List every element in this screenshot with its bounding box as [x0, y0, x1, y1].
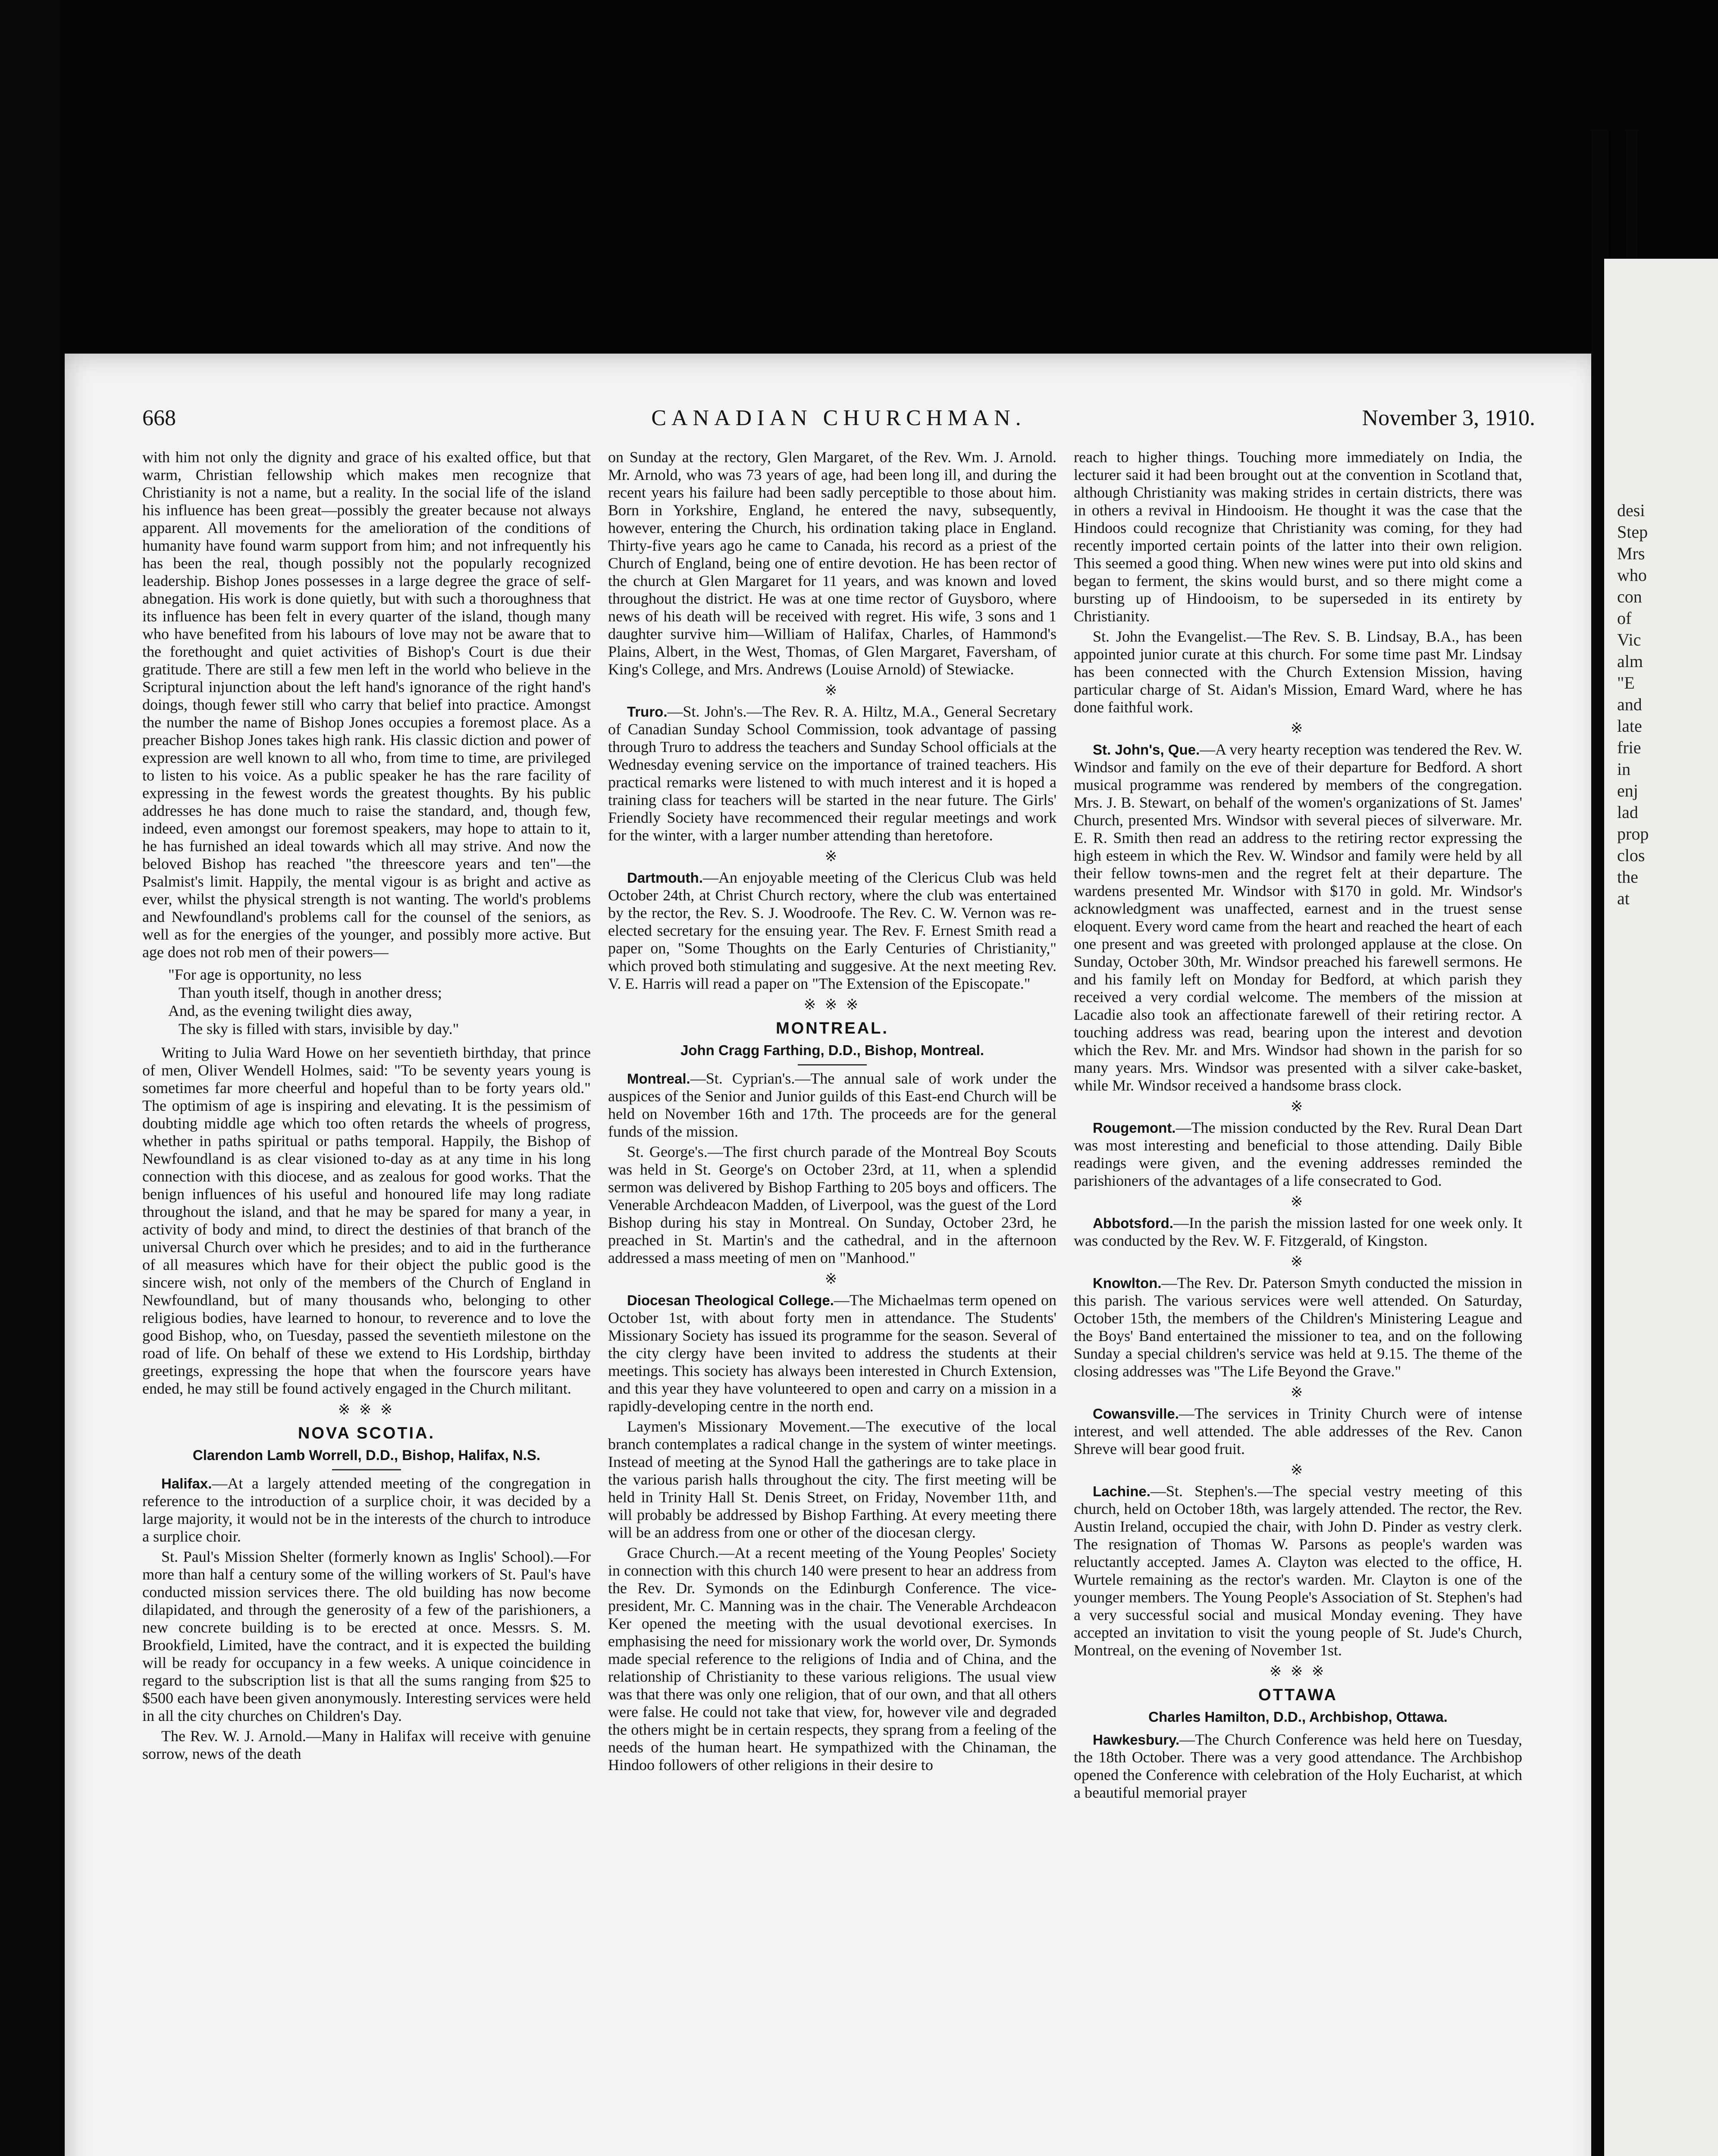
paragraph: Writing to Julia Ward Howe on her seventieth birthday, that prince of men, Oliver Wendell Holmes, said: "To be seventy years young is sometimes far more cheerful and hopeful than to be forty years old." The optimism of age is inspiring and elevating. It is the pessimism of doubting middle age which too often retards the wheels of progress, whether in paths spiritual or paths temporal. Happily, the Bishop of Newfoundland is as clear visioned to-day as at any time in his long connection with this diocese, and as zealous for good works. That the benign influences of his useful and honoured life may long radiate throughout the island, and that he may be spared for many a year, in activity of body and mind, to direct the destinies of that branch of the universal Church over which he presides; and to aid in the furtherance of all measures which have for their object the public good is the sincere wish, not only of the members of the Church of England in Newfoundland, but of many thousands who, belonging to other religious bodies, have learned to honour, to reverence and to love the good Bishop, who, on Tuesday, passed the seventieth milestone on the road of life. On behalf of these we extend to His Lordship, birthday greetings, expressing the hope that when the fourscore years have ended, he may still be found actively engaged in the Church militant. — [142, 1044, 591, 1397]
paragraph: reach to higher things. Touching more immediately on India, the lecturer said it had been brought out at the convention in Scotland that, although Christianity was making strides in certain districts, there was in others a revival in Hindooism. He thought it was the case that the Hindoos could recognize that Christianity was coming, for they had recently imported certain points of the latter into their own religion. This seemed a good thing. When new wines were put into old skins and began to ferment, the skins would burst, and so there might come a bursting up of Hindooism, to be superseded in its entirety by Christianity. — [1074, 448, 1522, 625]
place-heading: Abbotsford. — [1093, 1215, 1173, 1231]
adjacent-page-fragment — [1604, 259, 1718, 2156]
adjacent-page-word: late — [1617, 716, 1642, 736]
place-heading: Hawkesbury. — [1093, 1732, 1180, 1748]
paragraph: St. John the Evangelist.—The Rev. S. B. Lindsay, B.A., has been appointed junior curate at this church. For some time past Mr. Lindsay has been connected with the Church Extension Mission, having particular charge of St. Aidan's Mission, Emard Ward, where he has done faithful work. — [1074, 628, 1522, 716]
section-separator: ※ ※ ※ — [803, 997, 861, 1013]
place-heading: Lachine. — [1093, 1483, 1151, 1499]
section-separator: ※ ※ ※ — [1269, 1664, 1327, 1680]
column-1 — [142, 448, 591, 1765]
news-text: —The mission conducted by the Rev. Rural Dean Dart was most interesting and beneficial to those attending. Daily Bible readings were given, and the evening addresses reminded the parishioners of the advantages of a life consecrated to God. — [1074, 1119, 1522, 1189]
adjacent-page-word: Step — [1617, 522, 1648, 542]
news-item — [1074, 1731, 1522, 1802]
adjacent-page-word: lad — [1617, 802, 1638, 822]
column-2 — [608, 448, 1057, 1777]
poem-line: The sky is filled with stars, invisible by day." — [179, 1020, 459, 1037]
adjacent-page-word: at — [1617, 889, 1630, 908]
adjacent-page-word: "E — [1617, 673, 1635, 693]
news-item — [608, 869, 1057, 993]
adjacent-page-word: prop — [1617, 824, 1649, 843]
news-text: —St. John's.—The Rev. R. A. Hiltz, M.A., General Secretary of Canadian Sunday School Commission, took advantage of passing through Truro to address the teachers and Sunday School officials at the Wednesday evening service on the importance of trained teachers. His practical remarks were listened to with much interest and it is hoped a training class for teachers will be started in the near future. The Girls' Friendly Society have recommenced their regular meetings and work for the winter, with a larger number attending than heretofore. — [608, 703, 1057, 844]
news-text: —The Church Conference was held here on Tuesday, the 18th October. There was a very good attendance. The Archbishop opened the Conference with celebration of the Holy Eucharist, at which a beautiful memorial prayer — [1074, 1731, 1522, 1801]
adjacent-page-word: Mrs — [1617, 544, 1645, 563]
poem-line: Than youth itself, though in another dress; — [179, 984, 442, 1001]
adjacent-page-word: of — [1617, 608, 1632, 628]
scan-border — [0, 0, 60, 2156]
page-header — [142, 405, 1535, 440]
adjacent-page-word: clos — [1617, 846, 1645, 865]
news-item — [1074, 1214, 1522, 1250]
adjacent-page-word: and — [1617, 695, 1642, 714]
adjacent-page-word: Vic — [1617, 630, 1641, 649]
item-separator: ※ — [1290, 721, 1306, 736]
item-separator: ※ — [1290, 1385, 1306, 1401]
item-separator: ※ — [1290, 1254, 1306, 1270]
paragraph: Laymen's Missionary Movement.—The executive of the local branch contemplates a radical change in the system of winter meetings. Instead of meeting at the Synod Hall the gatherings are to take place in the various parish halls throughout the city. The first meeting will be held in Trinity Hall St. Denis Street, on Friday, November 11th, and will probably be addressed by Bishop Farthing. At every meeting there will be an address from one or other of the diocesan clergy. — [608, 1418, 1057, 1541]
bishop-byline: John Cragg Farthing, D.D., Bishop, Montreal. — [680, 1042, 984, 1058]
poem-quote — [168, 965, 591, 1038]
paragraph: Grace Church.—At a recent meeting of the Young Peoples' Society in connection with this church 140 were present to hear an address from the Rev. Dr. Symonds on the Edinburgh Conference. The vice-president, Mr. C. Manning was in the chair. The Venerable Archdeacon Ker opened the meeting with the usual devotional exercises. In emphasising the need for missionary work the world over, Dr. Symonds made special reference to the religions of India and of China, and the relationship of Christianity to these various religions. The usual view was that there was only one religion, that of our own, and that all others were false. He could not take that view, for, however vile and degraded the others might be in certain respects, they sprang from a feeling of the needs of the human heart. He sympathized with the Chinaman, the Hindoo followers of other religions in their desire to — [608, 1544, 1057, 1774]
paragraph: The Rev. W. J. Arnold.—Many in Halifax will receive with genuine sorrow, news of the death — [142, 1727, 591, 1762]
newspaper-page — [65, 354, 1600, 2156]
adjacent-page-word: who — [1617, 565, 1647, 585]
place-heading: Cowansville. — [1093, 1406, 1179, 1422]
place-heading: St. John's, Que. — [1093, 742, 1200, 758]
adjacent-page-word: enj — [1617, 781, 1638, 800]
place-heading: Knowlton. — [1093, 1275, 1162, 1291]
news-text: —An enjoyable meeting of the Clericus Club was held October 24th, at Christ Church rectory, where the club was entertained by the rector, the Rev. S. J. Woodroofe. The Rev. C. W. Vernon was re-elected secretary for the ensuing year. The Rev. F. Ernest Smith read a paper on, "Some Thoughts on the Early Centuries of Christianity," which proved both stimulating and suggesive. At the next meeting Rev. V. E. Harris will read a paper on "The Extension of the Episcopate." — [608, 869, 1057, 992]
news-item — [1074, 1119, 1522, 1190]
paragraph: St. Paul's Mission Shelter (formerly known as Inglis' School).—For more than half a century some of the willing workers of St. Paul's have conducted mission services there. The old building has now become dilapidated, and through the generosity of a few of the parishioners, a new concrete building is to be erected at once. Messrs. S. M. Brookfield, Limited, have the contract, and it is expected the building will be ready for occupancy in a few weeks. A unique coincidence in regard to the subscription list is that all the sums ranging from $25 to $500 each have been given anonymously. Interesting services were held in all the city churches on Children's Day. — [142, 1548, 591, 1724]
news-item — [1074, 741, 1522, 1094]
news-text: —The Michaelmas term opened on October 1st, with about forty men in attendance. The Students' Missionary Society has issued its programme for the season. Several of the city clergy have been invited to address the students at their meetings. This society has always been interested in Church Extension, and this year they have volunteered to open and carry on a mission in a rapidly-developing centre in the north end. — [608, 1291, 1057, 1415]
section-heading: OTTAWA — [1258, 1686, 1338, 1704]
section-heading: MONTREAL. — [776, 1019, 889, 1037]
news-text: —At a largely attended meeting of the congregation in reference to the introduction of a surplice choir, it was decided by a large majority, it would not be in the interests of the church to introduce a surplice choir. — [142, 1475, 591, 1545]
poem-line: And, as the evening twilight dies away, — [168, 1002, 412, 1019]
news-item — [142, 1475, 591, 1545]
item-separator: ※ — [1290, 1462, 1306, 1478]
item-separator: ※ — [825, 683, 840, 699]
place-heading: Truro. — [627, 704, 668, 720]
place-heading: Rougemont. — [1093, 1120, 1176, 1136]
item-separator: ※ — [825, 1271, 840, 1287]
news-item — [608, 1070, 1057, 1141]
adjacent-page-word: frie — [1617, 738, 1641, 757]
news-text: —The services in Trinity Church were of intense interest, and well attended. The able addresses of the Rev. Canon Shreve will bear good fruit. — [1074, 1405, 1522, 1457]
news-item — [608, 703, 1057, 844]
paragraph: on Sunday at the rectory, Glen Margaret, of the Rev. Wm. J. Arnold. Mr. Arnold, who was 73 years of age, had been long ill, and during the recent years his failure had been sadly perceptible to those about him. Born in Yorkshire, England, he entered the navy, subsequently, however, entering the Church, his ordination taking place in England. Thirty-five years ago he came to Canada, his record as a priest of the Church of England, being one of entire devotion. He has been rector of the church at Glen Margaret for 11 years, and was known and loved throughout the district. He was at one time rector of Guysboro, where news of his death will be received with regret. His wife, 3 sons and 1 daughter survive him—William of Halifax, Charles, of Hammond's Plains, Albert, in the West, Thomas, of Glen Margaret, Faversham, of King's College, and Mrs. Andrews (Louise Arnold) of Stewiacke. — [608, 448, 1057, 678]
place-heading: Diocesan Theological College. — [627, 1292, 834, 1308]
item-separator: ※ — [825, 849, 840, 865]
news-text: —St. Cyprian's.—The annual sale of work under the auspices of the Senior and Junior guilds of this East-end Church will be held on November 16th and 17th. The proceeds are for the general funds of the mission. — [608, 1070, 1057, 1140]
section-separator: ※ ※ ※ — [338, 1402, 395, 1418]
section-heading: NOVA SCOTIA. — [298, 1424, 436, 1442]
page-number: 668 — [142, 406, 176, 430]
adjacent-page-word: in — [1617, 759, 1631, 779]
place-heading: Montreal. — [627, 1071, 690, 1087]
news-text: —In the parish the mission lasted for one week only. It was conducted by the Rev. W. F. Fitzgerald, of Kingston. — [1074, 1214, 1522, 1249]
adjacent-page-word: alm — [1617, 652, 1643, 671]
item-separator: ※ — [1290, 1194, 1306, 1210]
divider — [332, 1469, 401, 1470]
news-text: —A very hearty reception was tendered the Rev. W. Windsor and family on the eve of their departure for Bedford. A short musical programme was rendered by members of the congregation. Mrs. J. B. Stewart, on behalf of the women's organizations of St. James' Church, presented Mrs. Windsor with several pieces of silverware. Mr. E. R. Smith then read an address to the retiring rector expressing the high esteem in which the Rev. W. Windsor and family were held by all their fellow towns-men and the regret felt at their departure. The wardens presented Mr. Windsor with $170 in gold. Mr. Windsor's acknowledgment was unaffected, earnest and in the truest sense eloquent. Every word came from the heart and reached the heart of each one present and was greeted with prolonged applause at the close. On Sunday, October 30th, Mr. Windsor preached his farewell sermons. He and his family left on Monday for Bedford, at which parish they received a very cordial welcome. The members of the mission at Lacadie also took an affectionate farewell of their retiring rector. A touching address was read, bearing upon the interest and devotion which the Rev. Mr. and Mrs. Windsor had shown in the parish for so many years. Mrs. Windsor was presented with a silver cake-basket, while Mr. Windsor received a handsome brass clock. — [1074, 741, 1522, 1094]
adjacent-page-word: the — [1617, 867, 1638, 887]
news-text: —St. Stephen's.—The special vestry meeting of this church, held on October 18th, was largely attended. The rector, the Rev. Austin Ireland, occupied the chair, with John D. Pinder as vestry clerk. The resignation of Thomas W. Parsons as people's warden was reluctantly accepted. James A. Clayton was elected to the office, H. Wurtele remaining as the rector's warden. Mr. Clayton is one of the younger members. The Young People's Association of St. Stephen's had a very successful social and musical Monday evening. They have accepted an invitation to visit the young people of St. Jude's Church, Montreal, on the evening of November 1st. — [1074, 1482, 1522, 1659]
bishop-byline: Charles Hamilton, D.D., Archbishop, Ottawa. — [1148, 1709, 1448, 1725]
news-item — [1074, 1405, 1522, 1458]
adjacent-page-word: desi — [1617, 501, 1645, 520]
paragraph: St. George's.—The first church parade of the Montreal Boy Scouts was held in St. George's on October 23rd, at 11, when a splendid sermon was delivered by Bishop Farthing to 205 boys and officers. The Venerable Archdeacon Madden, of Liverpool, was the guest of the Lord Bishop during his stay in Montreal. On Sunday, October 23rd, he preached in St. Martin's and the cathedral, and in the afternoon addressed a mass meeting of men on "Manhood." — [608, 1143, 1057, 1266]
divider — [798, 1064, 867, 1065]
paragraph: with him not only the dignity and grace of his exalted office, but that warm, Christian fellowship which makes men recognize that Christianity is not a name, but a reality. In the social life of the island his influence has been great—possibly the greater because not always apparent. All movements for the amelioration of the conditions of humanity have found warm support from him; and not infrequently his has been the real, though possibly not the popularly recognized leadership. Bishop Jones possesses in a large degree the grace of self-abnegation. His work is done quietly, but with such a thoroughness that its influence has been felt in every quarter of the island, though many who have benefited from his labours of love may not be aware that to the forethought and quiet activities of Bishop's Court is due their gratitude. There are still a few men left in the world who believe in the Scriptural injunction about the left hand's ignorance of the right hand's doings, though fewer still who carry that belief into practice. Amongst the number the name of Bishop Jones occupies a foremost place. As a preacher Bishop Jones takes high rank. His classic diction and power of expression are well known to all who, from time to time, are privileged to listen to his voice. As a public speaker he has the rare facility of expressing in the fewest words the greatest thoughts. By his public addresses he has done much to raise the standard, and, though few, indeed, even amongst our foremost speakers, may hope to attain to it, he has furnished an ideal towards which all may strive. And now the beloved Bishop has reached "the threescore years and ten"—the Psalmist's limit. Happily, the mental vigour is as bright and active as ever, whilst the physical strength is not wanting. The world's problems and Newfoundland's problems call for the counsel of the seniors, as well as for the energies of the younger, and possibly more active. But age does not rob men of their powers— — [142, 448, 591, 961]
news-item — [608, 1291, 1057, 1415]
place-heading: Halifax. — [161, 1476, 212, 1492]
bishop-byline: Clarendon Lamb Worrell, D.D., Bishop, Halifax, N.S. — [192, 1447, 541, 1463]
place-heading: Dartmouth. — [627, 870, 703, 886]
column-3 — [1074, 448, 1522, 1804]
masthead: CANADIAN CHURCHMAN. — [651, 406, 1026, 430]
news-item — [1074, 1274, 1522, 1380]
news-text: —The Rev. Dr. Paterson Smyth conducted the mission in this parish. The various services were well attended. On Saturday, October 15th, the members of the Children's Ministering League and the Boys' Band entertained the missioner to tea, and on the following Sunday a special children's service was held at 9.15. The theme of the closing addresses was "The Life Beyond the Grave." — [1074, 1274, 1522, 1380]
item-separator: ※ — [1290, 1099, 1306, 1115]
adjacent-page-word: con — [1617, 587, 1642, 606]
poem-line: "For age is opportunity, no less — [168, 966, 362, 983]
news-item — [1074, 1482, 1522, 1659]
issue-date: November 3, 1910. — [1362, 406, 1535, 430]
